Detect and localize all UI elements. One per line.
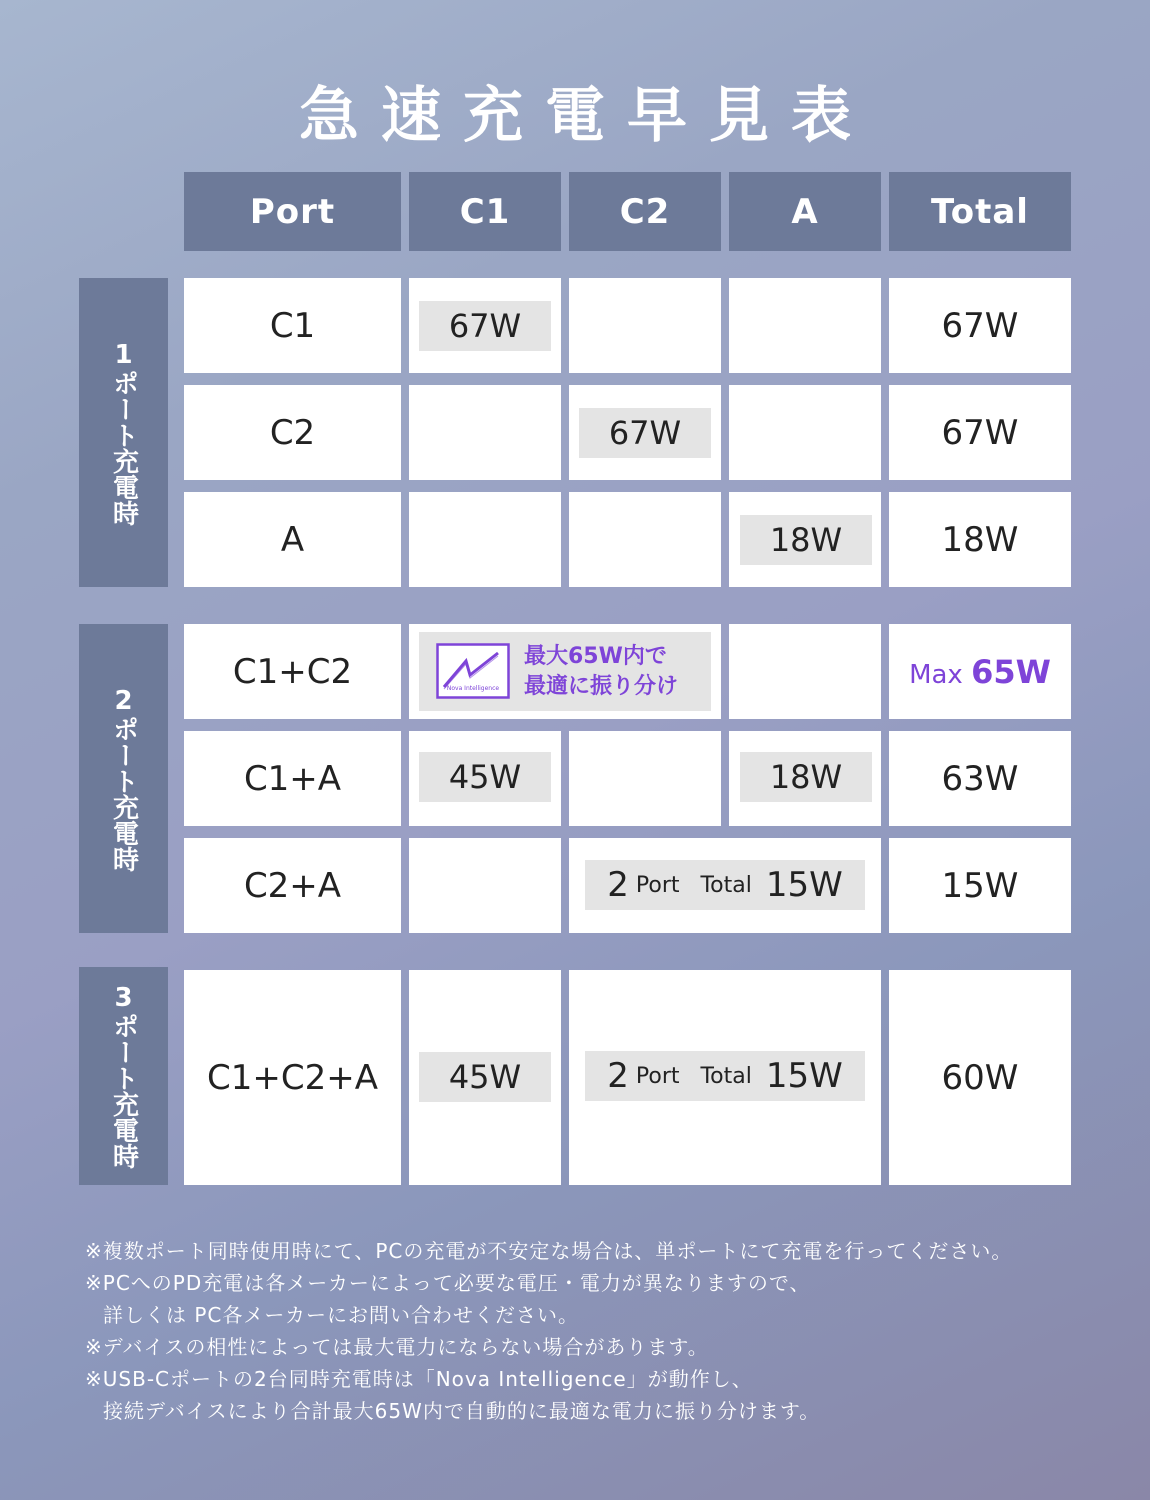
row-c1c2a-total bbox=[889, 970, 1071, 1185]
row-c1a-c1-value bbox=[419, 752, 551, 802]
row-c1a-port bbox=[184, 731, 401, 826]
shared-total-word: Total bbox=[700, 1063, 752, 1089]
header-a bbox=[729, 172, 881, 251]
row-c1a-c1-text: 45W bbox=[448, 758, 522, 796]
shared-port-count: 2 bbox=[607, 865, 629, 905]
row-c2-port bbox=[184, 385, 401, 480]
row-c2-c2-value bbox=[579, 408, 711, 458]
row-c1-port-text: C1 bbox=[269, 305, 316, 346]
row-c1c2a-port bbox=[184, 970, 401, 1185]
nova-caption-line2: 最適に振り分け bbox=[524, 674, 679, 699]
footnote: ※複数ポート同時使用時にて、PCの充電が不安定な場合は、単ポートにて充電を行ってください。 bbox=[85, 1239, 1013, 1263]
row-c2-a-cell bbox=[729, 385, 881, 480]
group-3port-label bbox=[79, 967, 168, 1185]
page-title: 急速充電早見表 bbox=[299, 81, 873, 151]
row-c1c2a-c1-text: 45W bbox=[448, 1058, 522, 1096]
row-a-a-value bbox=[740, 515, 872, 565]
row-c1a-a-value bbox=[740, 752, 872, 802]
row-c1-port bbox=[184, 278, 401, 373]
header-total-label: Total bbox=[931, 191, 1029, 232]
row-c1-a-cell bbox=[729, 278, 881, 373]
max-prefix: Max bbox=[909, 659, 963, 690]
row-c2a-shared-value bbox=[585, 860, 865, 910]
shared-port-word: Port bbox=[635, 872, 680, 898]
nova-intelligence-caption bbox=[524, 642, 678, 702]
row-c1a-a-text: 18W bbox=[769, 758, 843, 796]
row-c2-total-text: 67W bbox=[941, 412, 1019, 453]
row-c1a-port-text: C1+A bbox=[243, 758, 342, 799]
row-c2a-port-text: C2+A bbox=[243, 865, 342, 906]
row-c1-total bbox=[889, 278, 1071, 373]
row-c2a-total-text: 15W bbox=[941, 865, 1019, 906]
nova-caption-line1: 最大65W内で bbox=[524, 644, 667, 669]
nova-intelligence-logo bbox=[436, 643, 510, 699]
row-c2-total bbox=[889, 385, 1071, 480]
row-a-c2-cell bbox=[569, 492, 721, 587]
header-port-label: Port bbox=[249, 191, 336, 232]
group-1port-label bbox=[79, 278, 168, 587]
row-c1-c1-text: 67W bbox=[448, 307, 522, 345]
shared-port-count: 2 bbox=[607, 1056, 629, 1096]
row-a-a-text: 18W bbox=[769, 521, 843, 559]
shared-total-value: 15W bbox=[765, 865, 843, 905]
group-2port-text: 2ポート充電時 bbox=[108, 685, 139, 872]
row-c2-c2-text: 67W bbox=[608, 414, 682, 452]
row-a-port-text: A bbox=[280, 519, 305, 560]
footnote: ※デバイスの相性によっては最大電力にならない場合があります。 bbox=[85, 1335, 709, 1359]
row-c2-port-text: C2 bbox=[269, 412, 316, 453]
footnote: ※PCへのPD充電は各メーカーによって必要な電圧・電力が異なりますので、 bbox=[85, 1271, 811, 1295]
max-value: 65W bbox=[971, 652, 1051, 691]
header-c1-label: C1 bbox=[459, 191, 511, 232]
row-c1-total-text: 67W bbox=[941, 305, 1019, 346]
header-a-label: A bbox=[791, 191, 819, 232]
footnote: ※USB-Cポートの2台同時充電時は「Nova Intelligence」が動作し、 bbox=[85, 1367, 753, 1391]
shared-port-word: Port bbox=[635, 1063, 680, 1089]
row-c1c2a-port-text: C1+C2+A bbox=[207, 1057, 378, 1098]
group-1port-text: 1ポート充電時 bbox=[108, 339, 139, 526]
row-c1c2-total bbox=[889, 624, 1071, 719]
group-2port-label bbox=[79, 624, 168, 933]
row-c2a-port bbox=[184, 838, 401, 933]
nova-intelligence-box bbox=[419, 632, 711, 711]
footnote: 接続デバイスにより合計最大65W内で自動的に最適な電力に振り分けます。 bbox=[103, 1399, 821, 1423]
footnote: 詳しくは PC各メーカーにお問い合わせください。 bbox=[103, 1303, 579, 1327]
row-c1a-total-text: 63W bbox=[941, 758, 1019, 799]
row-c1-c1-value bbox=[419, 301, 551, 351]
row-c2a-total bbox=[889, 838, 1071, 933]
group-3port-text: 3ポート充電時 bbox=[108, 983, 139, 1169]
row-c1c2-a-cell bbox=[729, 624, 881, 719]
row-a-port bbox=[184, 492, 401, 587]
row-c2a-c1-cell bbox=[409, 838, 561, 933]
row-c1c2-port bbox=[184, 624, 401, 719]
header-c2-label: C2 bbox=[619, 191, 671, 232]
row-c1c2-port-text: C1+C2 bbox=[232, 651, 353, 692]
shared-total-value: 15W bbox=[765, 1056, 843, 1096]
row-a-c1-cell bbox=[409, 492, 561, 587]
row-a-total bbox=[889, 492, 1071, 587]
nova-intelligence-logo-text: Nova Intelligence bbox=[446, 685, 500, 692]
row-c1c2a-c1-value bbox=[419, 1052, 551, 1102]
row-c1a-c2-cell bbox=[569, 731, 721, 826]
row-c1c2a-total-text: 60W bbox=[941, 1057, 1019, 1098]
header-port bbox=[184, 172, 401, 251]
shared-total-word: Total bbox=[700, 872, 752, 898]
row-c2-c1-cell bbox=[409, 385, 561, 480]
row-c1c2a-shared-value bbox=[585, 1051, 865, 1101]
footnotes bbox=[85, 1235, 1125, 1427]
header-c2 bbox=[569, 172, 721, 251]
header-total bbox=[889, 172, 1071, 251]
row-c1-c2-cell bbox=[569, 278, 721, 373]
max-total bbox=[909, 653, 1051, 691]
row-c1a-total bbox=[889, 731, 1071, 826]
row-a-total-text: 18W bbox=[941, 519, 1019, 560]
header-c1 bbox=[409, 172, 561, 251]
